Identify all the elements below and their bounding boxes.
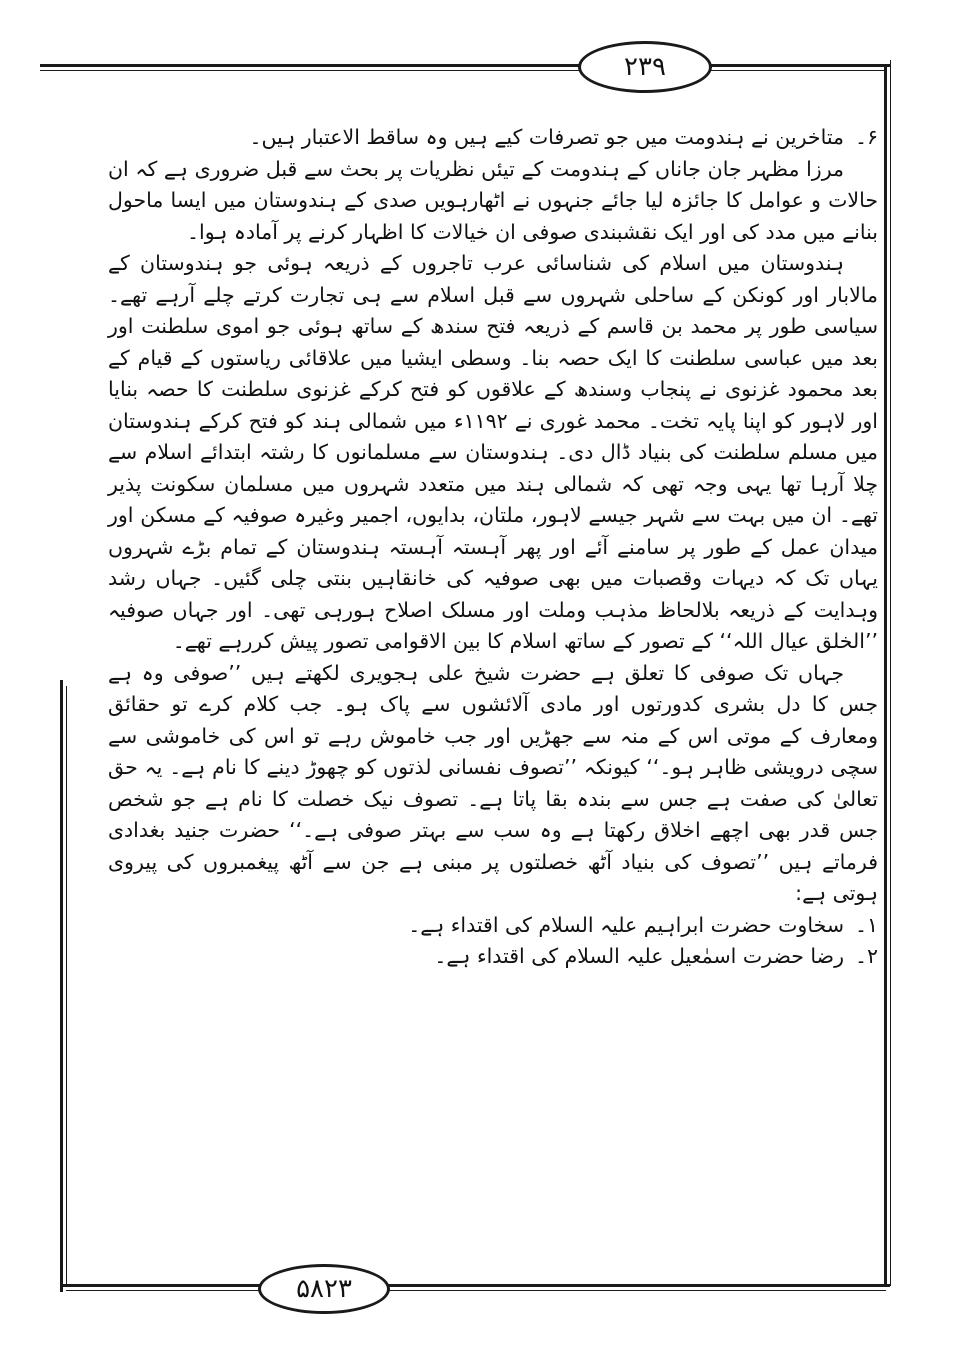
list-item — [108, 910, 878, 942]
frame-bottom-line — [60, 1284, 890, 1287]
list-number: ۶۔ — [854, 125, 878, 149]
frame-top-line — [40, 64, 890, 67]
page-number — [578, 41, 712, 93]
paragraph: مرزا مظہر جان جاناں کے ہندومت کے تیئں نظریات پر بحث سے قبل ضروری ہے کہ ان حالات و عوامل کا جائزہ لیا جائے جنہوں نے اٹھارہویں صدی کے ہندوستان میں ایسا ماحول بنانے میں مدد کی اور ایک نقشبندی صوفی ان خیالات کا اظہار کرنے پر آمادہ ہوا۔ — [108, 156, 878, 244]
document-body — [108, 122, 878, 973]
footer-code — [258, 1264, 390, 1314]
paragraph: جہاں تک صوفی کا تعلق ہے حضرت شیخ علی ہجویری لکھتے ہیں ’’صوفی وہ ہے جس کا دل بشری کدورتوں اور مادی آلائشوں سے پاک ہو۔ جب کلام کرے تو حقائق ومعارف کے موتی اس کے منہ سے جھڑیں اور جب خاموش رہے تو اس کی خاموشی سے سچی درویشی ظاہر ہو۔‘‘ کیونکہ ’’تصوف نفسانی لذتوں کو چھوڑ دینے کا نام ہے۔ یہ حق تعالیٰ کی صفت ہے جس سے بندہ بقا پاتا ہے۔ تصوف نیک خصلت کا نام ہے جو شخص جس قدر بھی اچھے اخلاق رکھتا ہے وہ سب سے بہتر صوفی ہے۔‘‘ حضرت جنید بغدادی فرماتے ہیں ’’تصوف کی بنیاد آٹھ خصلتوں پر مبنی ہے جن سے آٹھ پیغمبروں کی پیروی ہوتی ہے: — [108, 660, 878, 905]
frame-left-line — [60, 680, 63, 1292]
list-item — [108, 941, 878, 973]
footer-code-text: ۵۸۲۳ — [296, 1274, 352, 1304]
paragraph: ہندوستان میں اسلام کی شناسائی عرب تاجروں کے ذریعہ ہوئی جو ہندوستان کے مالابار اور کونکن کے ساحلی شہروں سے قبل اسلام سے ہی تجارت کرتے چلے آرہے تھے۔ سیاسی طور پر محمد بن قاسم کے ذریعہ فتح سندھ کے ساتھ ہوئی جو اموی سلطنت اور بعد میں عباسی سلطنت کا ایک حصہ بنا۔ وسطی ایشیا میں علاقائی ریاستوں کے قیام کے بعد محمود غزنوی نے پنجاب وسندھ کے علاقوں کو فتح کرکے غزنوی سلطنت کا حصہ بنایا اور لاہور کو اپنا پایہ تخت۔ محمد غوری نے ۱۱۹۲ء میں شمالی ہند کو فتح کرکے ہندوستان میں مسلم سلطنت کی بنیاد ڈال دی۔ ہندوستان سے مسلمانوں کا رشتہ ابتدائے اسلام سے چلا آرہا تھا یہی وجہ تھی کہ شمالی ہند میں متعدد شہروں میں مسلمان سکونت پذیر تھے۔ ان میں بہت سے شہر جیسے لاہور، ملتان، بدایوں، اجمیر وغیرہ صوفیہ کے مسکن اور میدان عمل کے طور پر سامنے آئے اور پھر آہستہ آہستہ ہندوستان کے تمام بڑے شہروں یہاں تک کہ دیہات وقصبات میں بھی صوفیہ کی خانقاہیں بنتی چلی گئیں۔ جہاں رشد وہدایت کے ذریعہ بلالحاظ مذہب وملت اور مسلک اصلاح ہورہی تھی۔ اور جہاں صوفیہ ’’الخلق عیال اللہ‘‘ کے تصور کے ساتھ اسلام کا بین الاقوامی تصور پیش کررہے تھے۔ — [108, 251, 878, 653]
frame-top-line-inner — [40, 70, 885, 71]
list-number: ۲۔ — [854, 944, 878, 968]
paragraph-item-6 — [108, 122, 878, 154]
frame-left-line-inner — [66, 686, 67, 1286]
frame-right-line-inner — [890, 60, 891, 1286]
paragraph-text: متاخرین نے ہندومت میں جو تصرفات کیے ہیں وہ ساقط الاعتبار ہیں۔ — [249, 125, 844, 149]
page-number-text: ۲۳۹ — [624, 52, 666, 82]
frame-right-line — [884, 64, 887, 1284]
list-item-text: سخاوت حضرت ابراہیم علیہ السلام کی اقتداء ہے۔ — [408, 912, 844, 937]
list-item-text: رضا حضرت اسمٰعیل علیہ السلام کی اقتداء ہے۔ — [434, 944, 844, 968]
frame-bottom-line-inner — [66, 1290, 886, 1291]
list-number: ۱۔ — [854, 912, 878, 937]
